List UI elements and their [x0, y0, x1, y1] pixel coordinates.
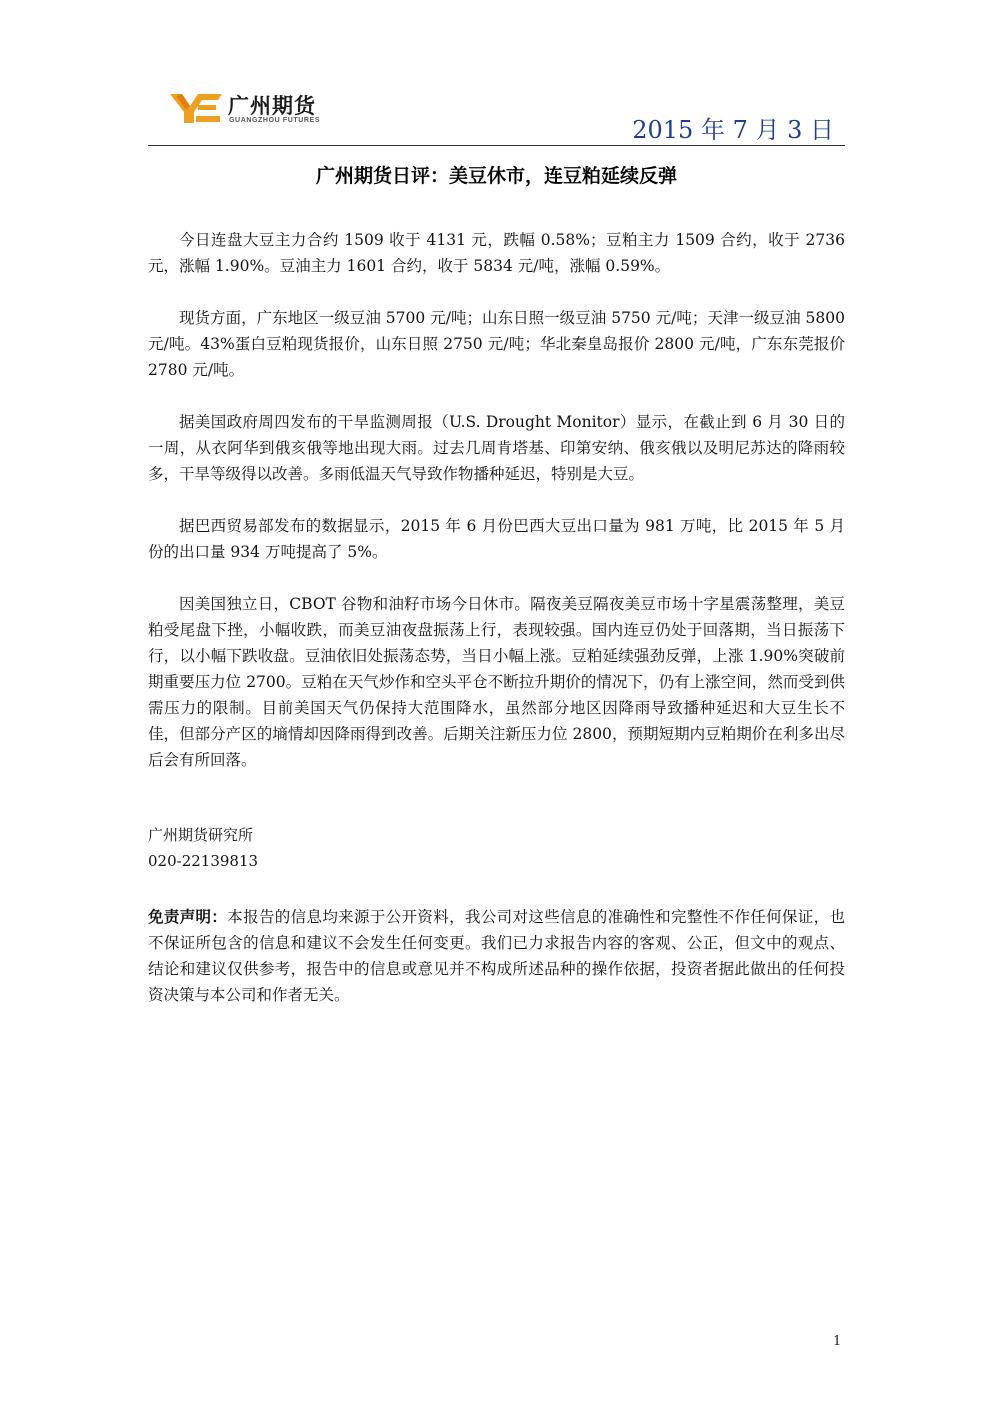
logo-subtext: GUANGZHOU FUTURES: [229, 117, 321, 124]
page-number: 1: [833, 1334, 842, 1349]
disclaimer-text: 本报告的信息均来源于公开资料，我公司对这些信息的准确性和完整性不作任何保证，也不保证所包含的信息和建议不会发生任何变更。我们已力求报告内容的客观、公正，但文中的观点、结论和建议仅供参考，报告中的信息或意见并不构成所述品种的操作依据，投资者据此做出的任何投资决策与本公司和作者无关。: [148, 908, 845, 1004]
logo-text: 广州期货: [228, 94, 316, 118]
signature-org: 广州期货研究所: [148, 826, 254, 844]
paragraph-drought-monitor: 据美国政府周四发布的干旱监测周报（U.S. Drought Monitor）显示，在截止到 6 月 30 日的一周，从衣阿华到俄亥俄等地出现大雨。过去几周肯塔基、印第安纳、俄亥俄以及明尼苏达的降雨较多，干旱等级得以改善。多雨低温天气导致作物播种延迟，特别是大豆。: [148, 413, 845, 483]
company-logo: [168, 90, 348, 130]
header-divider: [148, 145, 845, 146]
paragraph-brazil-exports: 据巴西贸易部发布的数据显示，2015 年 6 月份巴西大豆出口量为 981 万吨，比 2015 年 5 月份的出口量 934 万吨提高了 5%。: [148, 517, 845, 561]
disclaimer-label: 免责声明：: [148, 908, 228, 926]
paragraph-market-analysis: 因美国独立日，CBOT 谷物和油籽市场今日休市。隔夜美豆隔夜美豆市场十字星震荡整理，美豆粕受尾盘下挫，小幅收跌，而美豆油夜盘振荡上行，表现较强。国内连豆仍处于回落期，当日振荡下行，以小幅下跌收盘。豆油依旧处振荡态势，当日小幅上涨。豆粕延续强劲反弹，上涨 1.90%突破前期重要压力位 2700。豆粕在天气炒作和空头平仓不断拉升期价的情况下，仍有上涨空间，然而受到供需压力的限制。目前美国天气仍保持大范围降水，虽然部分地区因降雨导致播种延迟和大豆生长不佳，但部分产区的墒情却因降雨得到改善。后期关注新压力位 2800，预期短期内豆粕期价在利多出尽后会有所回落。: [148, 595, 845, 769]
paragraph-futures-close: 今日连盘大豆主力合约 1509 收于 4131 元，跌幅 0.58%；豆粕主力 1509 合约，收于 2736 元，涨幅 1.90%。豆油主力 1601 合约，收于 5834 元/吨，涨幅 0.59%。: [148, 231, 845, 275]
report-body: [148, 227, 845, 773]
signature-block: [148, 822, 258, 874]
report-title: 广州期货日评：美豆休市，连豆粕延续反弹: [315, 165, 677, 187]
signature-phone: 020-22139813: [148, 852, 259, 870]
guangzhou-futures-logo-icon: [168, 90, 224, 126]
disclaimer: [148, 904, 845, 1008]
paragraph-spot-prices: 现货方面，广东地区一级豆油 5700 元/吨；山东日照一级豆油 5750 元/吨；天津一级豆油 5800 元/吨。43%蛋白豆粕现货报价，山东日照 2750 元/吨；华北秦皇岛报价 2800 元/吨，广东东莞报价 2780 元/吨。: [148, 309, 845, 379]
report-date: 2015 年 7 月 3 日: [632, 116, 834, 144]
